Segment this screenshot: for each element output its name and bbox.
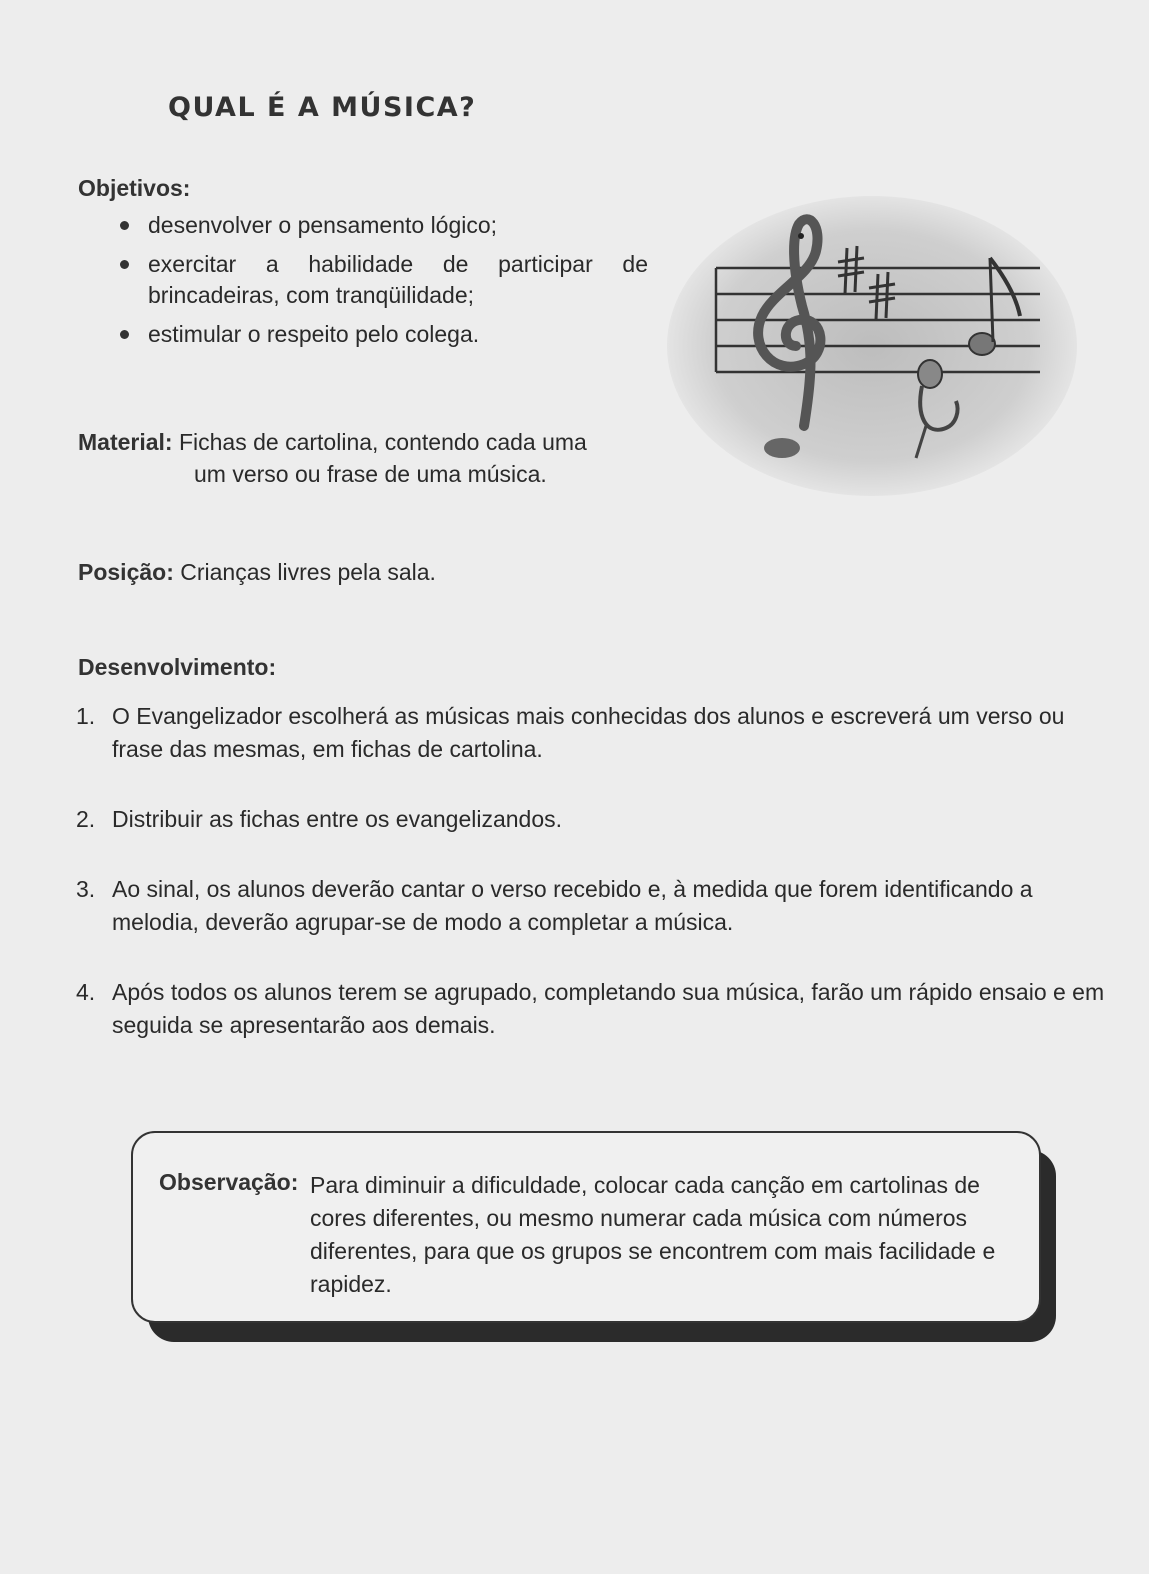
page-title: QUAL É A MÚSICA? [168, 92, 477, 123]
observacao-label: Observação: [159, 1169, 299, 1195]
step-number: 4. [76, 979, 96, 1005]
material-section [78, 426, 648, 490]
step-number: 3. [76, 876, 96, 902]
step-number: 1. [76, 703, 96, 729]
objectives-list [78, 210, 648, 350]
step-text: Após todos os alunos terem se agrupado, completando sua música, farão um rápido ensaio e em seguida se apresentarão aos demais. [112, 979, 1105, 1038]
step-text: Ao sinal, os alunos deverão cantar o verso recebido e, à medida que forem identificando a melodia, deverão agrupar-se de modo a completar a música. [112, 876, 1033, 935]
bullet-icon [120, 260, 129, 269]
objective-item: estimular o respeito pelo colega. [78, 319, 648, 350]
posicao-label: Posição: [78, 559, 174, 585]
step-number: 2. [76, 806, 96, 832]
material-text-line1: Fichas de cartolina, contendo cada uma [178, 429, 587, 455]
posicao-text: Crianças livres pela sala. [180, 559, 436, 585]
step-item [76, 700, 1106, 766]
step-text: O Evangelizador escolherá as músicas mais conhecidas dos alunos e escreverá um verso ou frase das mesmas, em fichas de cartolina. [112, 703, 1065, 762]
step-text: Distribuir as fichas entre os evangelizandos. [112, 806, 563, 832]
material-text-line2: um verso ou frase de uma música. [194, 461, 547, 487]
step-item [76, 873, 1106, 939]
objective-item: desenvolver o pensamento lógico; [78, 210, 648, 241]
objectives-section [78, 175, 648, 350]
objective-item: exercitar a habilidade de participar de brincadeiras, com tranqüilidade; [78, 249, 648, 311]
material-label: Material: [78, 429, 173, 455]
desenvolvimento-label: Desenvolvimento: [78, 654, 277, 680]
observacao-box [131, 1131, 1041, 1323]
posicao-section [78, 556, 436, 588]
desenvolvimento-steps [76, 700, 1106, 1079]
bullet-icon [120, 330, 129, 339]
observacao-text: Para diminuir a dificuldade, colocar cada canção em cartolinas de cores diferentes, ou mesmo numerar cada música com números diferentes, para que os grupos se encontrem com mais facilidade e rapidez. [310, 1172, 996, 1297]
objectives-label: Objetivos: [78, 175, 191, 201]
bullet-icon [120, 221, 129, 230]
music-notes-illustration [664, 196, 1080, 506]
step-item [76, 976, 1106, 1042]
step-item [76, 803, 1106, 836]
